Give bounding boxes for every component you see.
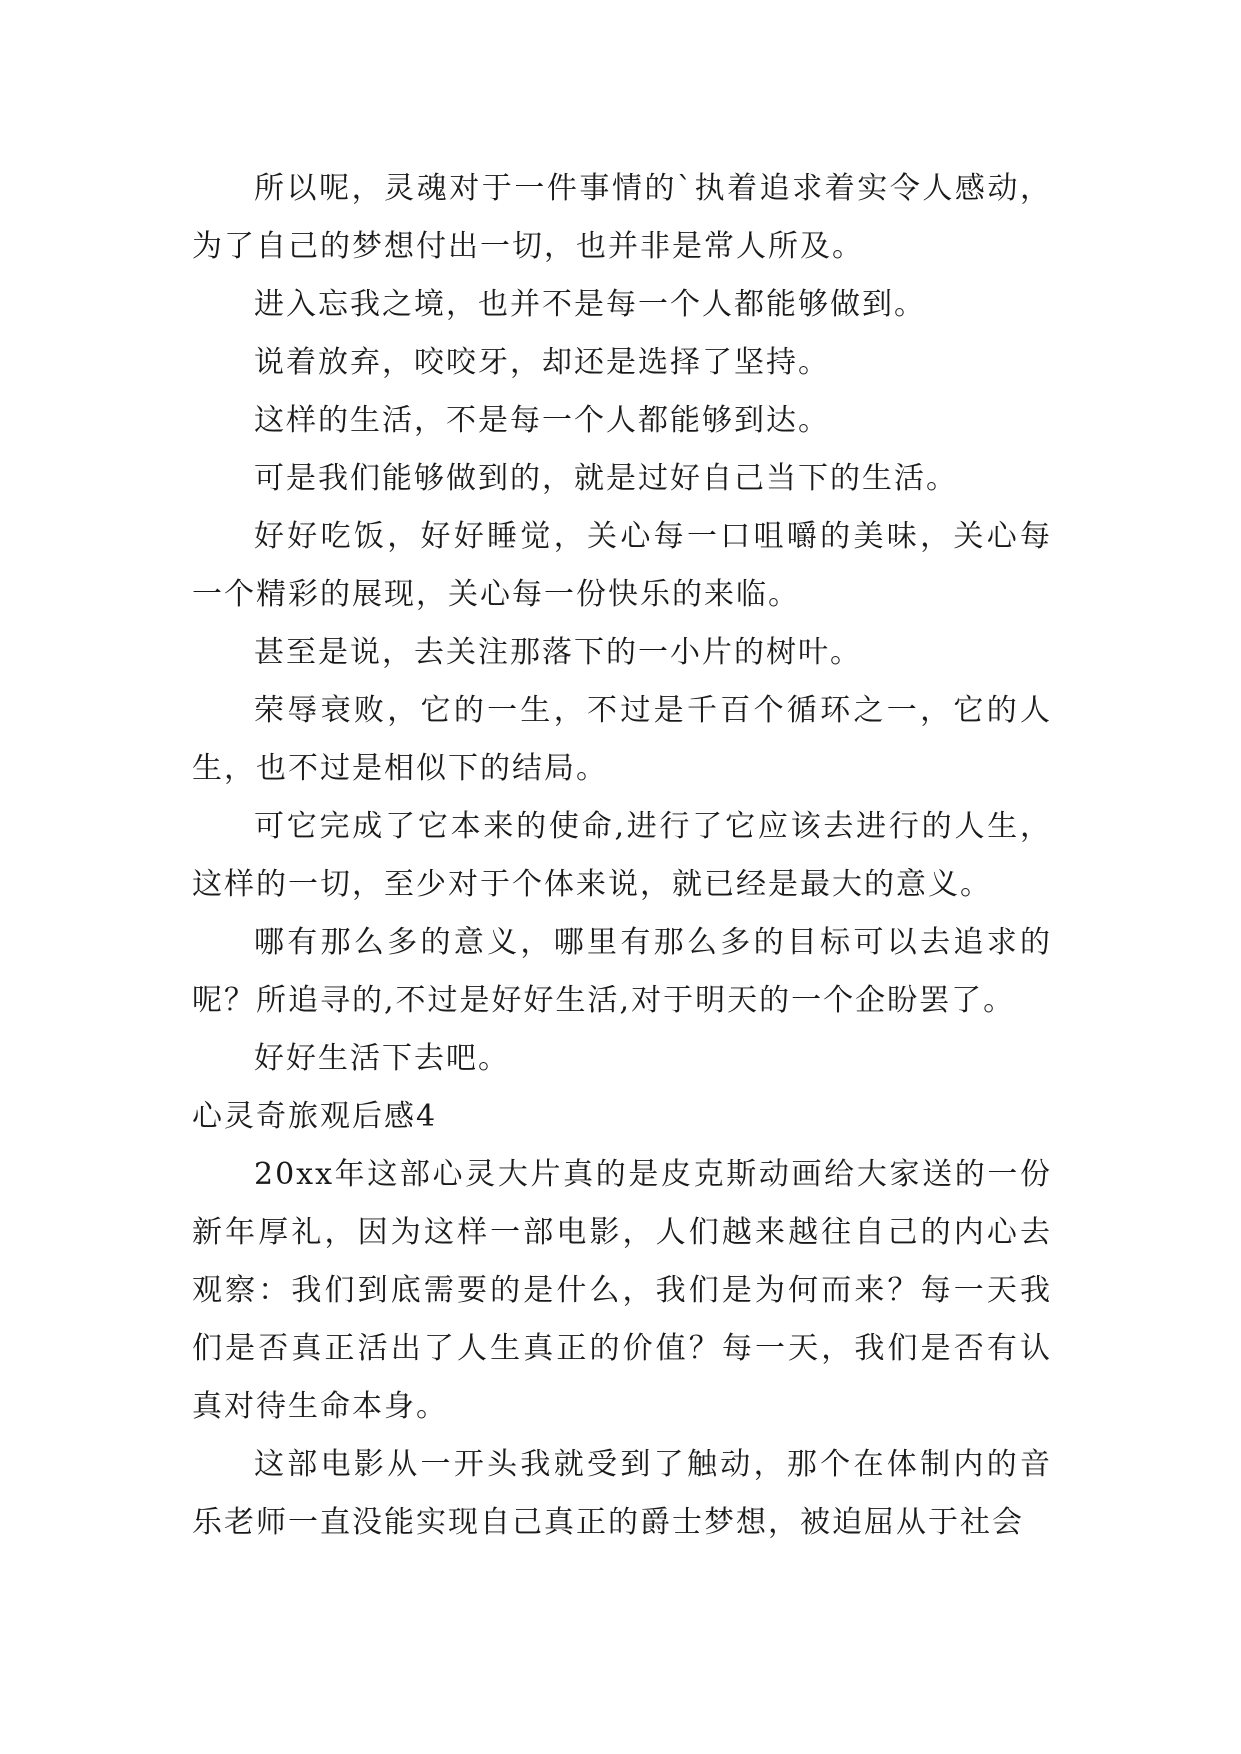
paragraph: 可它完成了它本来的使命,进行了它应该去进行的人生，这样的一切，至少对于个体来说，就已经是最大的意义。 xyxy=(192,809,1052,902)
paragraph: 所以呢，灵魂对于一件事情的`执着追求着实令人感动，为了自己的梦想付出一切，也并非是常人所及。 xyxy=(192,171,1052,264)
paragraph: 好好吃饭，好好睡觉，关心每一口咀嚼的美味，关心每一个精彩的展现，关心每一份快乐的来临。 xyxy=(192,519,1052,612)
document-body xyxy=(192,160,1052,1552)
paragraph: 荣辱衰败，它的一生，不过是千百个循环之一，它的人生，也不过是相似下的结局。 xyxy=(192,693,1052,786)
paragraph: 进入忘我之境，也并不是每一个人都能够做到。 xyxy=(254,287,926,322)
paragraph: 这部电影从一开头我就受到了触动，那个在体制内的音乐老师一直没能实现自己真正的爵士梦想，被迫屈从于社会 xyxy=(192,1447,1052,1540)
paragraph: 20xx年这部心灵大片真的是皮克斯动画给大家送的一份新年厚礼，因为这样一部电影，人们越来越往自己的内心去观察：我们到底需要的是什么，我们是为何而来？每一天我们是否真正活出了人生真正的价值？每一天，我们是否有认真对待生命本身。 xyxy=(192,1157,1052,1424)
paragraph: 这样的生活，不是每一个人都能够到达。 xyxy=(254,403,830,438)
paragraph: 可是我们能够做到的，就是过好自己当下的生活。 xyxy=(254,461,958,496)
section-heading: 心灵奇旅观后感4 xyxy=(192,1099,438,1134)
paragraph: 哪有那么多的意义，哪里有那么多的目标可以去追求的呢？所追寻的,不过是好好生活,对于明天的一个企盼罢了。 xyxy=(192,925,1052,1018)
paragraph: 好好生活下去吧。 xyxy=(254,1041,510,1076)
paragraph: 说着放弃，咬咬牙，却还是选择了坚持。 xyxy=(254,345,830,380)
paragraph: 甚至是说，去关注那落下的一小片的树叶。 xyxy=(254,635,862,670)
